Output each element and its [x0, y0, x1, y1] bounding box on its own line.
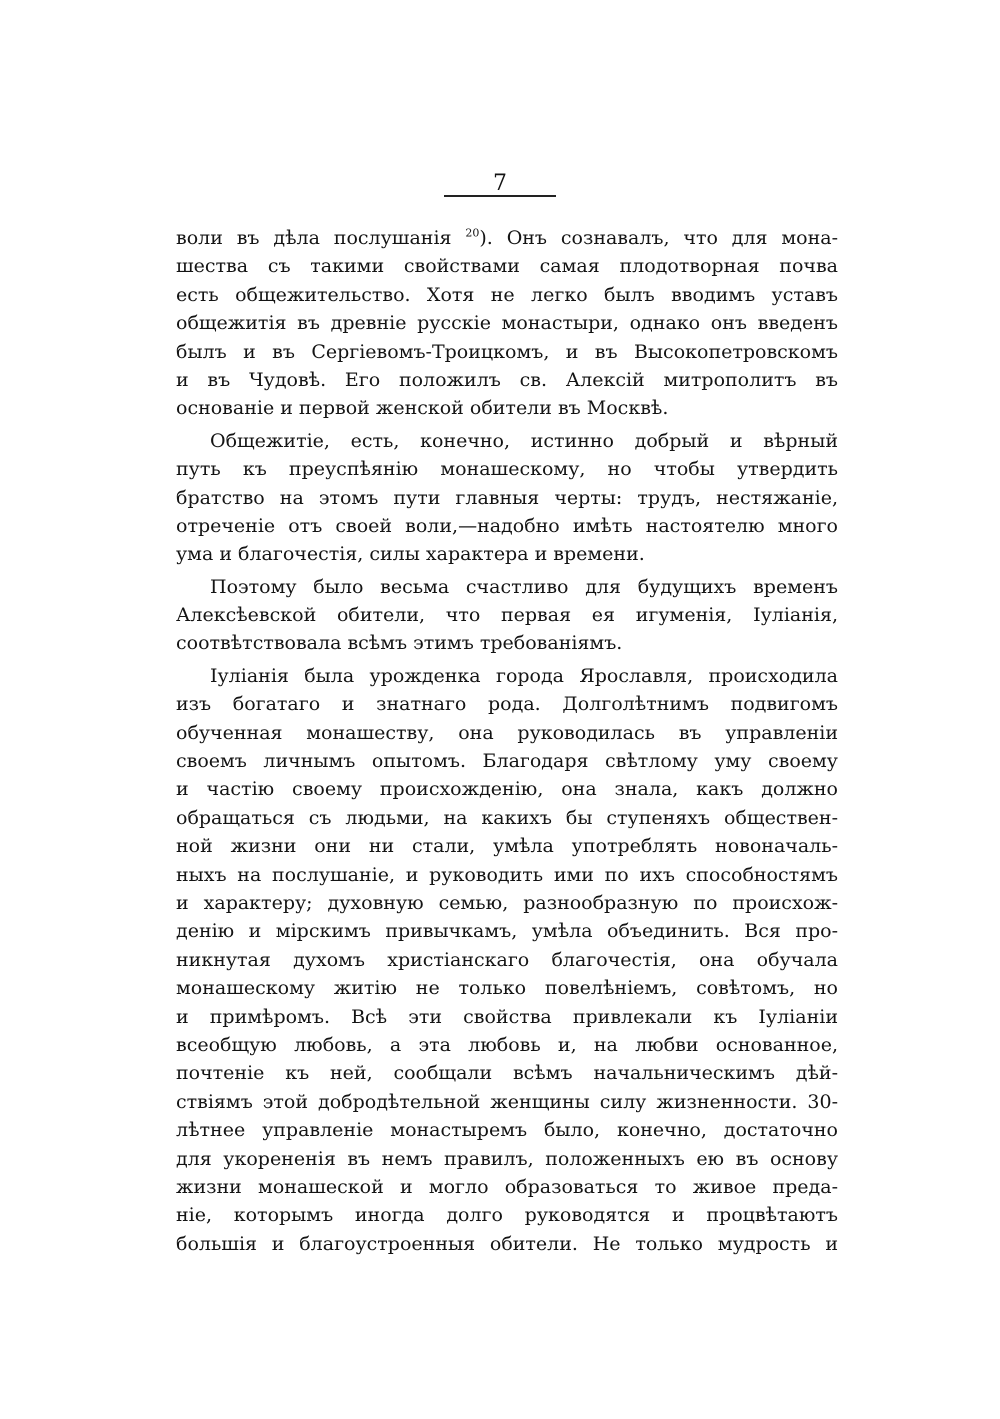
paragraph — [176, 224, 838, 423]
text-line: былъ и въ Сергіевомъ-Троицкомъ, и въ Высокопетровскомъ — [176, 340, 838, 363]
page-number: 7 — [493, 171, 507, 196]
text-line: никнутая духомъ христіанскаго благочестія, она обучала — [176, 948, 838, 971]
text-line: соотвѣтствовала всѣмъ этимъ требованіямъ. — [176, 632, 623, 655]
text-line: жизни монашеской и могло образоваться то живое преда- — [176, 1175, 838, 1198]
text-line: путь къ преуспѣянію монашескому, но чтобы утвердить — [176, 458, 838, 481]
text-line: и въ Чудовѣ. Его положилъ св. Алексій митрополитъ въ — [176, 368, 838, 391]
text-line: Общежитіе, есть, конечно, истинно добрый и вѣрный — [210, 429, 838, 452]
text-line: Поэтому было весьма счастливо для будущихъ временъ — [210, 575, 838, 598]
text-line: обученная монашеству, она руководилась въ управленіи — [176, 721, 838, 744]
footnote-reference: 20 — [465, 226, 480, 240]
text-line: отреченіе отъ своей воли,—надобно имѣть настоятелю много — [176, 514, 838, 537]
text-line: ніе, которымъ иногда долго руководятся и процвѣтаютъ — [176, 1204, 838, 1227]
text-line: изъ богатаго и знатнаго рода. Долголѣтнимъ подвигомъ — [176, 693, 838, 716]
text-line: шества съ такими свойствами самая плодотворная почва — [176, 255, 838, 278]
text-line: монашескому житію не только повелѣніемъ, совѣтомъ, но — [176, 977, 838, 1000]
paragraph — [176, 662, 838, 1258]
text-line: Алексѣевской обители, что первая ея игуменія, Іуліанія, — [176, 604, 838, 627]
text-line: денію и мірскимъ привычкамъ, умѣла объединить. Вся про- — [176, 920, 838, 943]
text-line: своемъ личнымъ опытомъ. Благодаря свѣтлому уму своему — [176, 750, 838, 773]
text-line: воли въ дѣла послушанія $^{20}$). Онъ сознавалъ, что для мона- — [176, 226, 838, 249]
text-line: почтеніе къ ней, сообщали всѣмъ начальническимъ дѣй- — [176, 1062, 838, 1085]
text-line: лѣтнее управленіе монастыремъ было, конечно, достаточно — [176, 1119, 838, 1142]
text-line: и характеру; духовную семью, разнообразную по происхож- — [176, 891, 838, 914]
text-line: общежитія въ древніе русскіе монастыри, однако онъ введенъ — [176, 312, 838, 335]
text-line: ной жизни они ни стали, умѣла употреблять новоначаль- — [176, 835, 838, 858]
text-line: основаніе и первой женской обители въ Москвѣ. — [176, 397, 669, 420]
body-text — [176, 224, 838, 1258]
text-line: всеобщую любовь, а эта любовь и, на любви основанное, — [176, 1033, 838, 1056]
page-number-rule — [444, 195, 556, 197]
text-line: и частію своему происхожденію, она знала, какъ должно — [176, 778, 838, 801]
paragraph — [176, 427, 838, 569]
text-line: есть общежительство. Хотя не легко былъ вводимъ уставъ — [176, 283, 838, 306]
text-line: ума и благочестія, силы характера и времени. — [176, 543, 645, 566]
paragraph — [176, 573, 838, 658]
text-line: ныхъ на послушаніе, и руководить ими по ихъ способностямъ — [176, 863, 838, 886]
text-line: Іуліанія была урожденка города Ярославля, происходила — [210, 664, 838, 687]
text-line: братство на этомъ пути главныя черты: трудъ, нестяжаніе, — [176, 486, 838, 509]
text-line: и примѣромъ. Всѣ эти свойства привлекали къ Іуліаніи — [176, 1005, 838, 1028]
text-line: для укорененія въ немъ правилъ, положенныхъ ею въ основу — [176, 1147, 838, 1170]
text-line: обращаться съ людьми, на какихъ бы ступеняхъ обществен- — [176, 806, 838, 829]
text-line: большія и благоустроенныя обители. Не только мудрость и — [176, 1232, 838, 1255]
text-line: ствіямъ этой добродѣтельной женщины силу жизненности. 30- — [176, 1090, 838, 1113]
